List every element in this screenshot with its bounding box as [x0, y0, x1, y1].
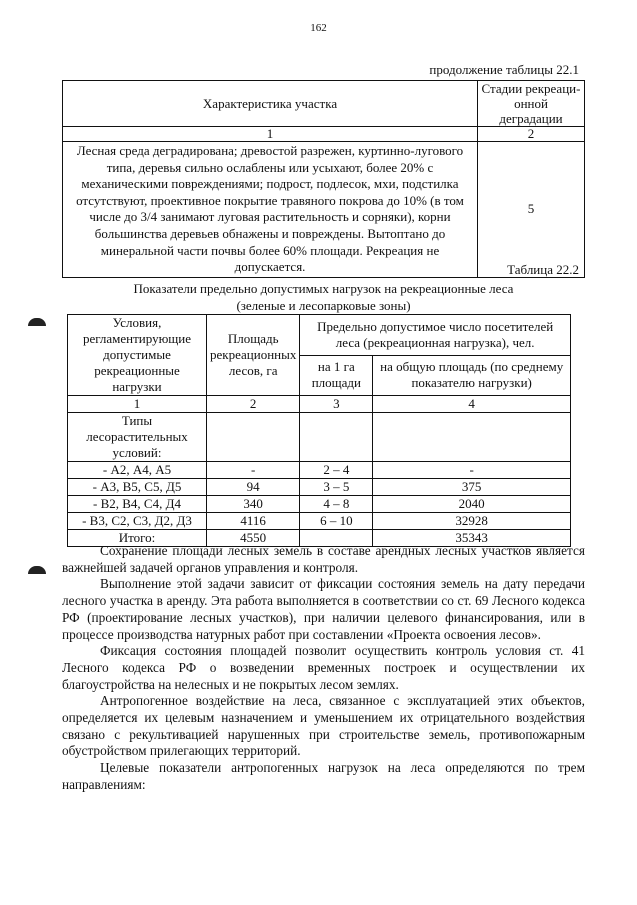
paragraph: Фиксация состояния площадей позволит осуществить контроль условия ст. 41 Лесного кодекса РФ о возведении временных построек и осуществлении их благоустройства на нелесных и не покрытых лесом землях. — [62, 643, 585, 692]
total-label: Итого: — [68, 530, 207, 547]
total-cell: 32928 — [373, 513, 571, 530]
header-area: Площадь рекреационных лесов, га — [207, 315, 300, 396]
condition-cell: - А2, А4, А5 — [68, 462, 207, 479]
total-area: 4550 — [207, 530, 300, 547]
body-text — [62, 543, 585, 794]
total-cell: 375 — [373, 479, 571, 496]
header-stage: Стадии рекреаци-онной деградации — [478, 81, 585, 127]
continuation-caption: продолжение таблицы 22.1 — [429, 62, 579, 77]
column-number: 2 — [207, 396, 300, 413]
table-label: Таблица 22.2 — [507, 262, 579, 277]
header-max-visitors: Предельно допустимое число посетителей леса (рекреационная нагрузка), чел. — [300, 315, 571, 356]
per-ha-cell: 3 – 5 — [300, 479, 373, 496]
per-ha-cell: 6 – 10 — [300, 513, 373, 530]
header-characteristic: Характеристика участка — [63, 81, 478, 127]
table-row — [68, 413, 571, 462]
paragraph: Сохранение площади лесных земель в составе арендных лесных участков является важнейшей задачей органов управления и контроля. — [62, 543, 585, 575]
area-cell: 4116 — [207, 513, 300, 530]
site-description: Лесная среда деградирована; древостой разрежен, куртинно-лугового типа, деревья сильно ослаблены или усыхают, более 20% с механическими повреждениями; подрост, подлесок, мхи, подстилка отсутствуют, проективное покрытие травяного покрова до 10% (в том числе до 3/4 занимают луговая растительность и сорняки), корни большинства деревьев обнажены и повреждены. Вытоптано до минеральной части почвы более 60% площади. Рекреация не допускается. — [63, 142, 478, 278]
table-row — [68, 462, 571, 479]
table-row — [68, 513, 571, 530]
paragraph: Антропогенное воздействие на леса, связанное с эксплуатацией этих объектов, определяется их целевым назначением и уменьшением их отрицательного воздействия связано с рекультивацией нарушенных при строительстве земель, противопожарным обустройством прилегающих территорий. — [62, 693, 585, 759]
degradation-stage: 5 — [478, 142, 585, 278]
total-visitors: 35343 — [373, 530, 571, 547]
page-mark — [28, 566, 46, 574]
table-title — [62, 280, 585, 314]
column-number: 2 — [478, 127, 585, 142]
area-cell: 340 — [207, 496, 300, 513]
per-ha-cell: 4 – 8 — [300, 496, 373, 513]
condition-cell: - В2, В4, С4, Д4 — [68, 496, 207, 513]
column-number: 3 — [300, 396, 373, 413]
table-title-line: Показатели предельно допустимых нагрузок на рекреационные леса — [133, 281, 514, 296]
header-conditions: Условия, регламентирующие допустимые рекреационные нагрузки — [68, 315, 207, 396]
table-subtitle: (зеленые и лесопарковые зоны) — [236, 298, 411, 313]
total-cell: - — [373, 462, 571, 479]
table-22-1-continuation — [62, 80, 585, 278]
paragraph: Целевые показатели антропогенных нагрузок на леса определяются по трем направлениям: — [62, 760, 585, 792]
group-label: Типы лесорастительных условий: — [68, 413, 207, 462]
area-cell: - — [207, 462, 300, 479]
total-cell: 2040 — [373, 496, 571, 513]
table-row — [63, 142, 585, 278]
condition-cell: - А3, В5, С5, Д5 — [68, 479, 207, 496]
header-per-ha: на 1 га площади — [300, 355, 373, 396]
page-mark — [28, 318, 46, 326]
table-22-2 — [67, 314, 571, 547]
per-ha-cell: 2 – 4 — [300, 462, 373, 479]
table-row — [68, 496, 571, 513]
table-row — [68, 479, 571, 496]
condition-cell: - В3, С2, С3, Д2, Д3 — [68, 513, 207, 530]
paragraph: Выполнение этой задачи зависит от фиксации состояния земель на дату передачи лесного участка в аренду. Эта работа выполняется в соответствии со ст. 69 Лесного кодекса РФ (проектирование лесных участков), при наличии целевого финансирования, или в процессе производства натурных работ при составлении «Проекта освоения лесов». — [62, 576, 585, 642]
page-number: 162 — [310, 22, 327, 34]
area-cell: 94 — [207, 479, 300, 496]
column-number: 1 — [68, 396, 207, 413]
column-number: 4 — [373, 396, 571, 413]
column-number: 1 — [63, 127, 478, 142]
header-total: на общую площадь (по среднему показателю нагрузки) — [373, 355, 571, 396]
